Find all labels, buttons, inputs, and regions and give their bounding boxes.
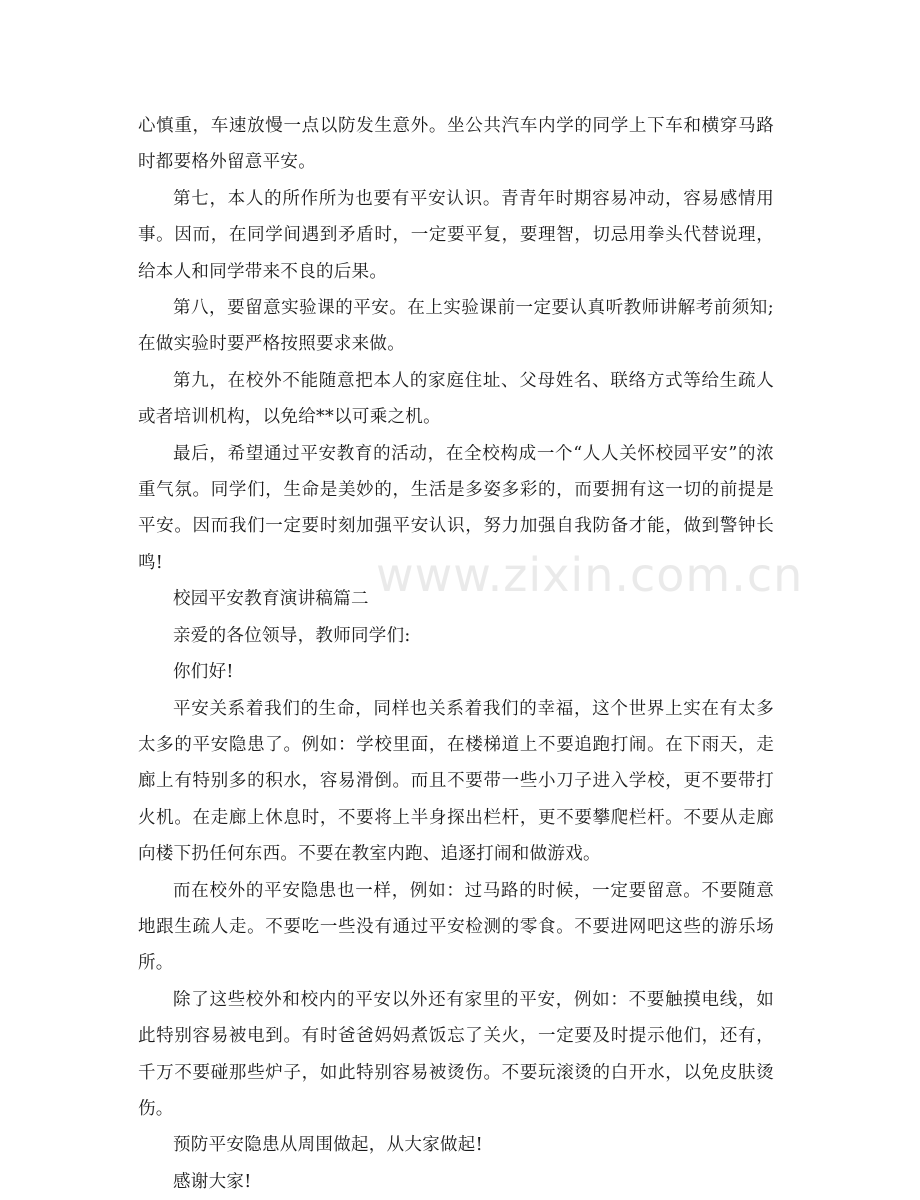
- paragraph-outside-safety: 而在校外的平安隐患也一样，例如：过马路的时候，一定要留意。不要随意地跟生疏人走。不要吃一些没有通过平安检测的零食。不要进网吧这些的游乐场所。: [138, 880, 774, 974]
- document-body: [138, 108, 774, 1200]
- watermark-text: www.zixin.com.cn: [376, 548, 804, 602]
- paragraph-prevention: 预防平安隐患从周围做起，从大家做起!: [173, 1135, 483, 1156]
- paragraph-home-safety: 除了这些校外和校内的平安以外还有家里的平安，例如：不要触摸电线，如此特别容易被电到。有时爸爸妈妈煮饭忘了关火，一定要及时提示他们，还有，千万不要碰那些炉子，如此特别容易被烫伤。不要玩滚烫的白开水，以免皮肤烫伤。: [138, 989, 774, 1119]
- paragraph-point-eight: 第八，要留意实验课的平安。在上实验课前一定要认真听教师讲解考前须知;在做实验时要严格按照要求来做。: [138, 298, 774, 355]
- section-heading: 校园平安教育演讲稿篇二: [173, 589, 369, 610]
- paragraph-point-nine: 第九，在校外不能随意把本人的家庭住址、父母姓名、联络方式等给生疏人或者培训机构，以免给**以可乘之机。: [138, 370, 774, 428]
- salutation: 亲爱的各位领导，教师同学们:: [173, 625, 411, 646]
- paragraph-school-safety: 平安关系着我们的生命，同样也关系着我们的幸福，这个世界上实在有太多太多的平安隐患了。例如：学校里面，在楼梯道上不要追跑打闹。在下雨天，走廊上有特别多的积水，容易滑倒。而且不要带一些小刀子进入学校，更不要带打火机。在走廊上休息时，不要将上半身探出栏杆，更不要攀爬栏杆。不要从走廊向楼下扔任何东西。不要在教室内跑、追逐打闹和做游戏。: [138, 698, 774, 865]
- paragraph-point-seven: 第七，本人的所作所为也要有平安认识。青青年时期容易冲动，容易感情用事。因而，在同学间遇到矛盾时，一定要平复，要理智，切忌用拳头代替说理，给本人和同学带来不良的后果。: [138, 188, 774, 282]
- closing-thanks: 感谢大家!: [173, 1171, 252, 1192]
- paragraph-continuation: 心慎重，车速放慢一点以防发生意外。坐公共汽车内学的同学上下车和横穿马路时都要格外留意平安。: [138, 116, 774, 173]
- greeting: 你们好!: [173, 662, 234, 683]
- paragraph-conclusion: 最后，希望通过平安教育的活动，在全校构成一个“人人关怀校园平安”的浓重气氛。同学们，生命是美妙的，生活是多姿多彩的，而要拥有这一切的前提是平安。因而我们一定要时刻加强平安认识，努力加强自我防备才能，做到警钟长鸣!: [138, 443, 774, 573]
